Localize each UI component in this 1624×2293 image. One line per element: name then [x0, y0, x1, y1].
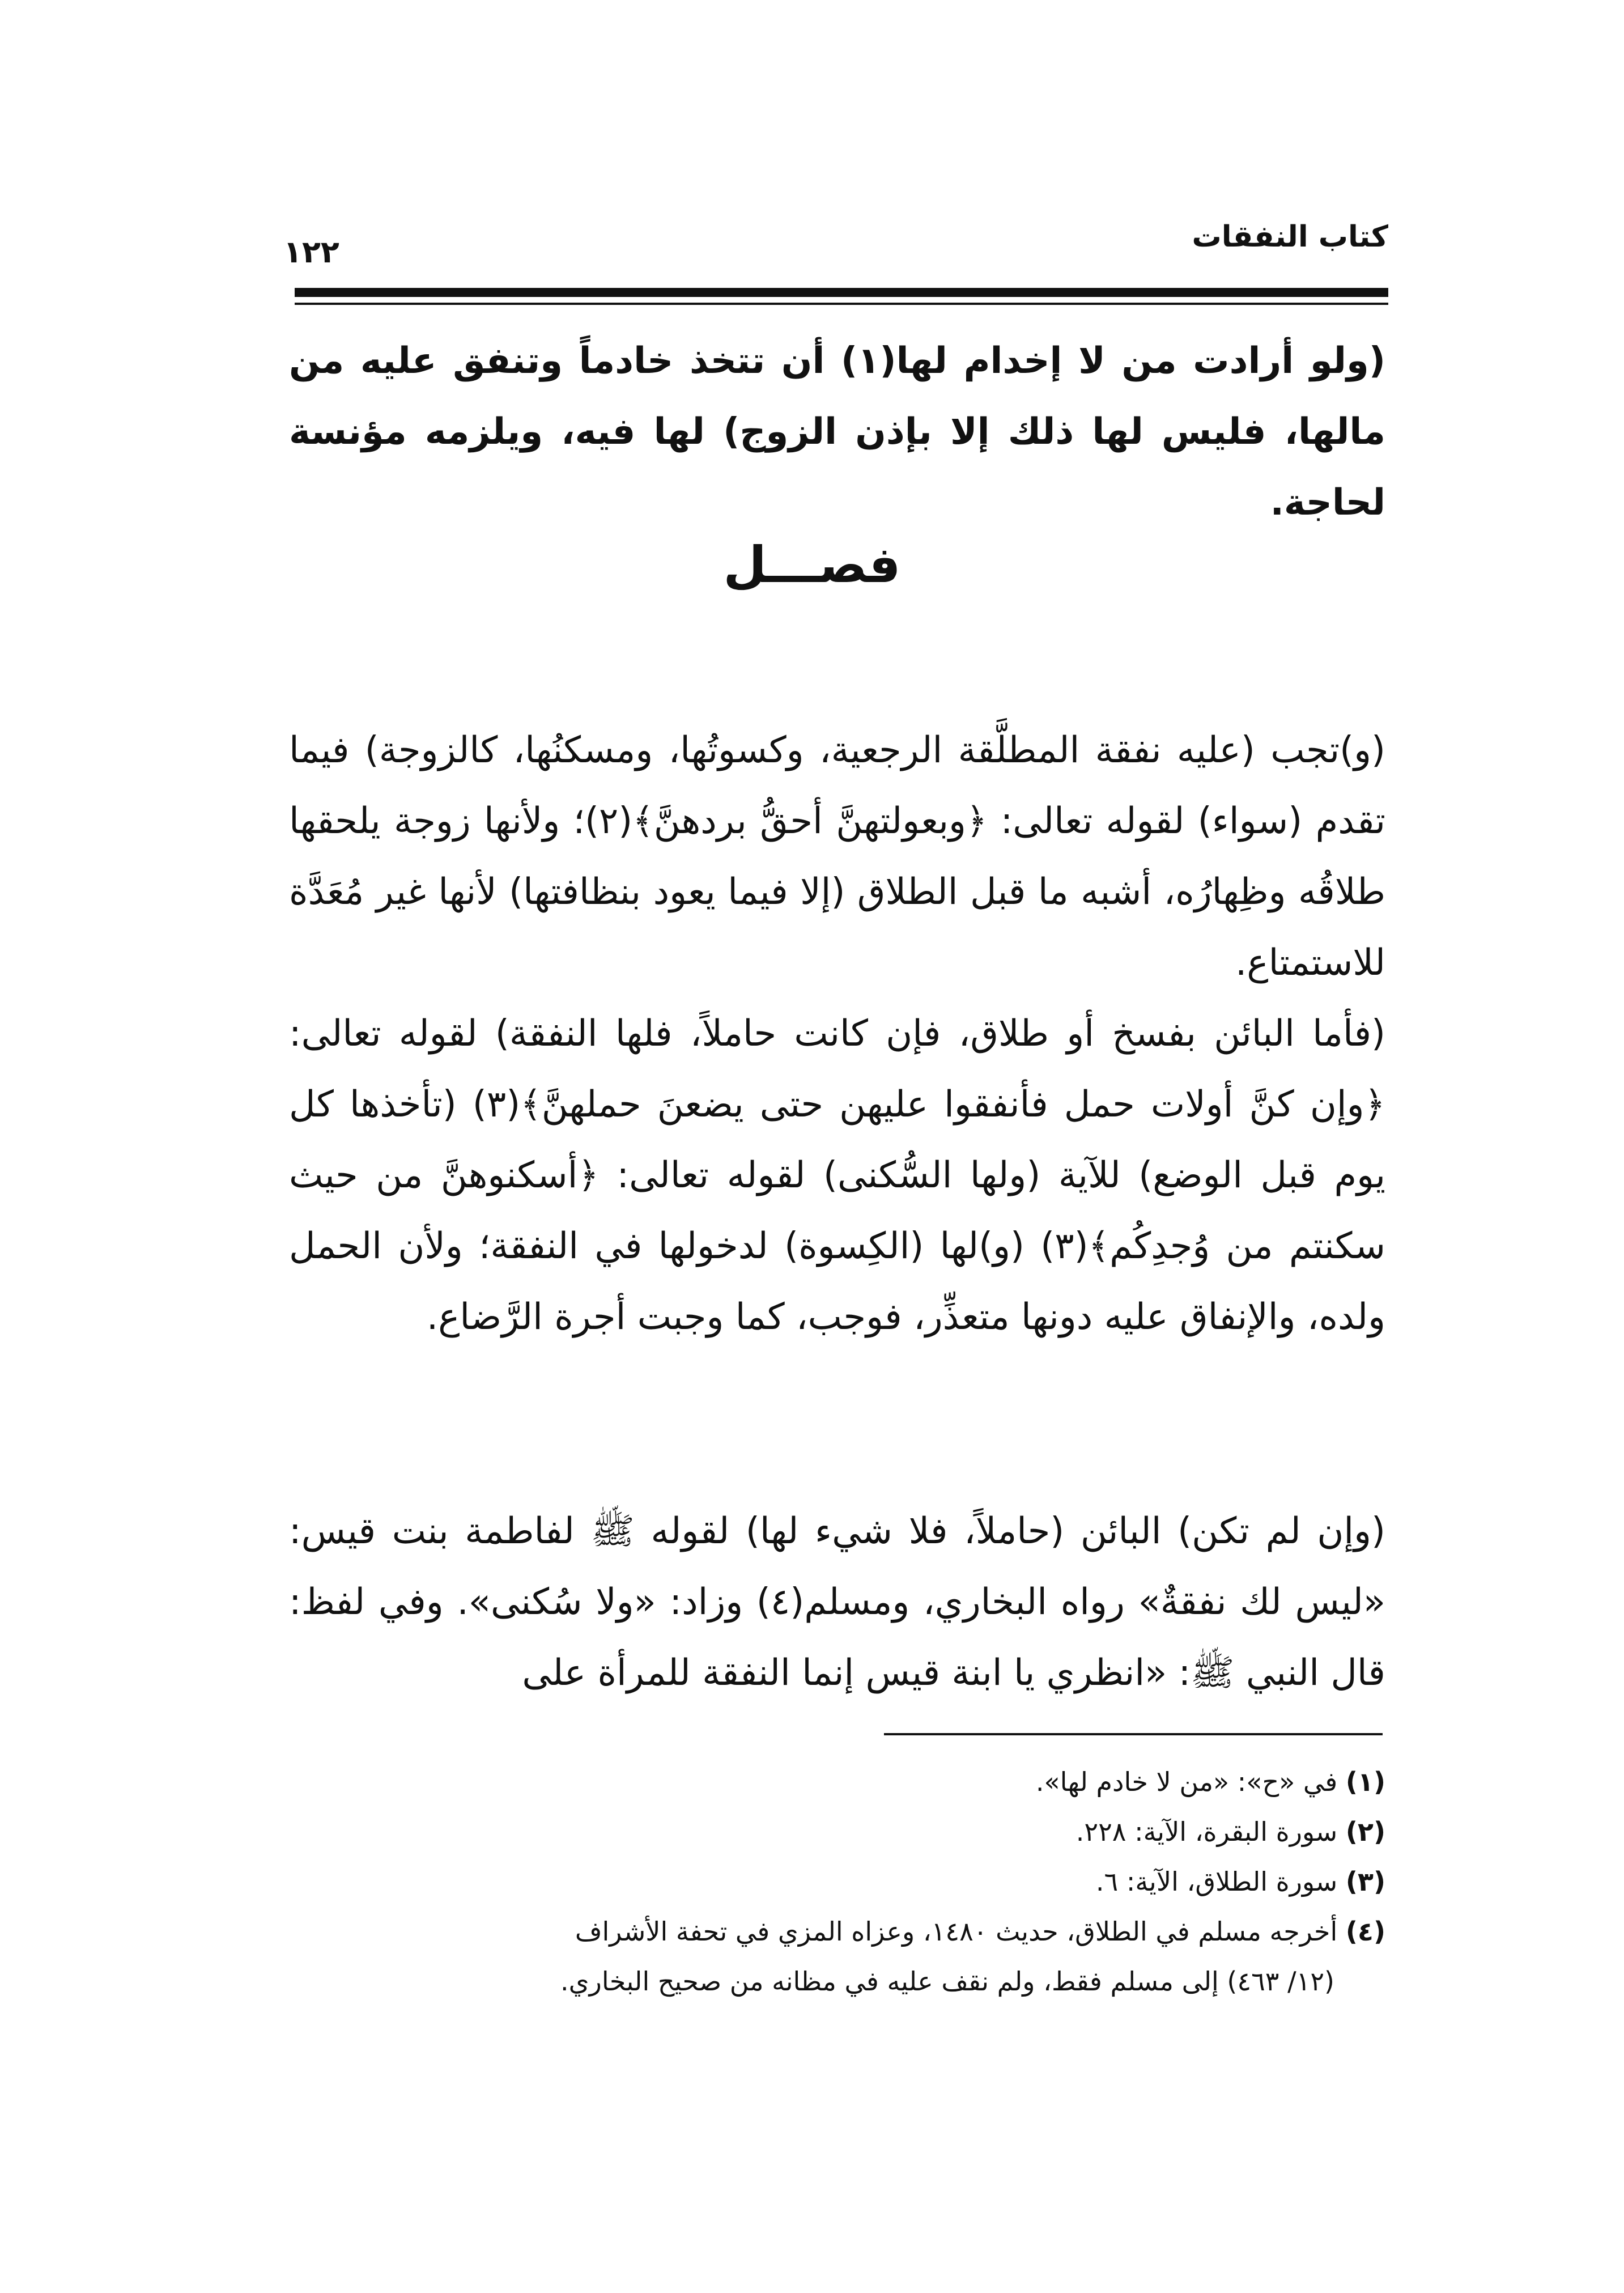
- paragraph-revocable-divorce: (و)تجب (عليه نفقة المطلَّقة الرجعية، وكسوتُها، ومسكنُها، كالزوجة) فيما تقدم (سواء) لقوله تعالى: ﴿وبعولتهنَّ أحقُّ بردهنَّ﴾(٢)؛ ولأنها زوجة يلحقها طلاقُه وظِهارُه، أشبه ما قبل الطلاق (إلا فيما يعود بنظافتها) لأنها غير مُعَدَّة للاستمتاع.: [289, 729, 1385, 984]
- footnote-number: (٣): [1345, 1866, 1385, 1897]
- footnotes: [289, 1757, 1385, 2006]
- running-title: كتاب النفقات: [1192, 220, 1388, 254]
- footnote-2: [289, 1807, 1385, 1857]
- footnote-3: [289, 1857, 1385, 1906]
- paragraph-irrevocable-pregnant: (فأما البائن بفسخ أو طلاق، فإن كانت حاملاً، فلها النفقة) لقوله تعالى: ﴿وإن كنَّ أولات حمل فأنفقوا عليهن حتى يضعنَ حملهنَّ﴾(٣) (تأخذها كل يوم قبل الوضع) للآية (ولها السُّكنى) لقوله تعالى: ﴿أسكنوهنَّ من حيث سكنتم من وُجدِكُم﴾(٣) (و)لها (الكِسوة) لدخولها في النفقة؛ ولأن الحمل ولده، والإنفاق عليه دونها متعذِّر، فوجب، كما وجبت أجرة الرَّضاع.: [289, 1013, 1386, 1338]
- header-rule-thin: [295, 303, 1388, 305]
- footnote-text: سورة الطلاق، الآية: ٦.: [1095, 1866, 1338, 1897]
- footnote-4: [289, 1906, 1385, 1956]
- paragraph-irrevocable-not-pregnant: (وإن لم تكن) البائن (حاملاً، فلا شيء لها) لقوله ﷺ لفاطمة بنت قيس: «ليس لك نفقةٌ» رواه البخاري، ومسلم(٤) وزاد: «ولا سُكنى». وفي لفظ: قال النبي ﷺ: «انظري يا ابنة قيس إنما النفقة للمرأة على: [289, 1510, 1385, 1694]
- footnote-separator: [884, 1733, 1383, 1735]
- header-rule-thick: [295, 288, 1388, 297]
- footnote-number: (١): [1345, 1767, 1385, 1797]
- footnote-number: (٢): [1345, 1816, 1385, 1847]
- section-heading: فصـــل: [723, 536, 901, 594]
- footnote-4-continuation: (١٢/ ٤٦٣) إلى مسلم فقط، ولم نقف عليه في مظانه من صحيح البخاري.: [560, 1966, 1334, 1997]
- footnote-text: سورة البقرة، الآية: ٢٢٨.: [1075, 1816, 1338, 1847]
- footnote-text: أخرجه مسلم في الطلاق، حديث ١٤٨٠، وعزاه المزي في تحفة الأشراف: [575, 1916, 1338, 1947]
- page-number: ١٢٢: [283, 234, 339, 270]
- footnote-1: [289, 1757, 1385, 1807]
- footnote-text: في «ح»: «من لا خادم لها».: [1035, 1767, 1338, 1797]
- paragraph-servant: (ولو أرادت من لا إخدام لها(١) أن تتخذ خادماً وتنفق عليه من مالها، فليس لها ذلك إلا بإذن الزوج) لها فيه، ويلزمه مؤنسة لحاجة.: [289, 340, 1386, 524]
- footnote-number: (٤): [1345, 1916, 1385, 1947]
